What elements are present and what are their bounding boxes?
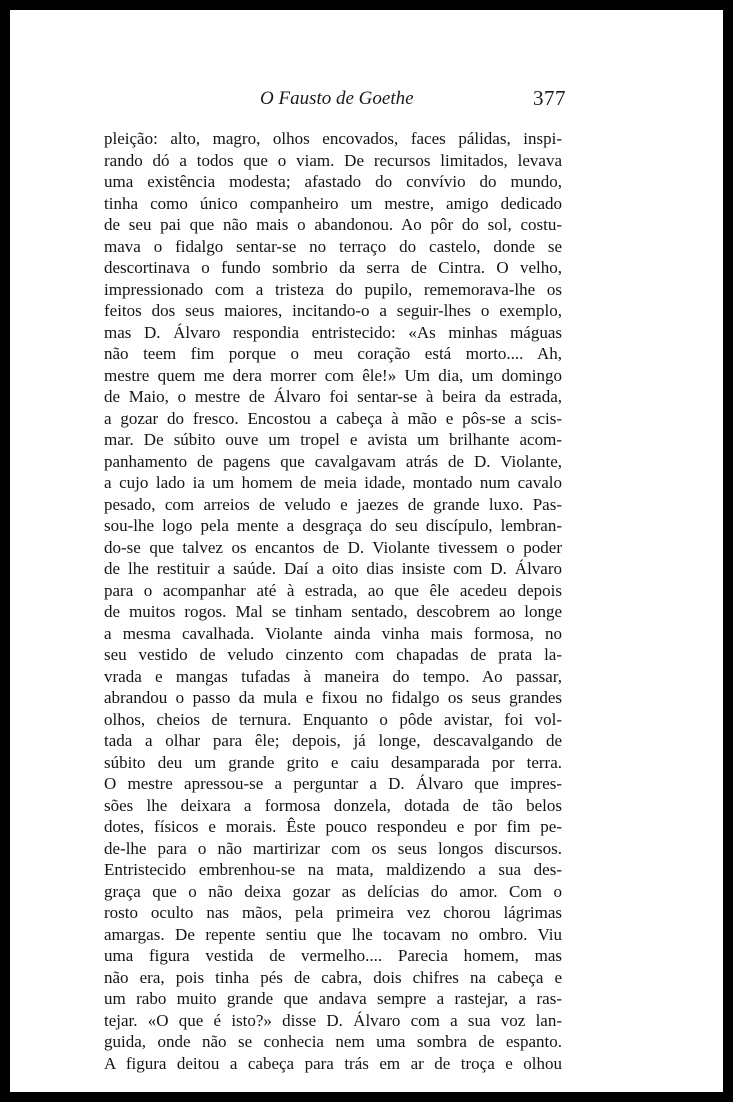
text-line: seu vestido de veludo cinzento com chapadas de prata la- [104,645,562,664]
page-header [10,84,723,114]
text-line: olhos, cheios de ternura. Enquanto o pôde avistar, foi vol- [104,709,562,729]
text-line: pleição: alto, magro, olhos encovados, faces pálidas, inspi- [104,129,562,148]
text-line: a gozar do fresco. Encostou a cabeça à mão e pôs-se a scis- [104,408,562,428]
text-line: uma existência modesta; afastado do convívio do mundo, [104,172,562,191]
text-line: graça que o não deixa gozar as delícias do amor. Com o [104,881,562,901]
text-line: de seu pai que não mais o abandonou. Ao pôr do sol, costu- [104,215,562,234]
text-line: rando dó a todos que o viam. De recursos limitados, levava [104,150,562,170]
text-line: tada a olhar para êle; depois, já longe, descavalgando de [104,731,562,750]
text-line: A figura deitou a cabeça para trás em ar de troça e olhou [104,1053,562,1073]
text-line: amargas. De repente sentiu que lhe tocavam no ombro. Viu [104,924,562,944]
text-line: dotes, físicos e morais. Êste pouco respondeu e por fim pe- [104,817,562,836]
text-line: abrandou o passo da mula e fixou no fidalgo os seus grandes [104,688,562,707]
text-line: mar. De súbito ouve um tropel e avista um brilhante acom- [104,430,562,449]
text-line: mestre quem me dera morrer com êle!» Um dia, um domingo [104,365,562,385]
text-line: uma figura vestida de vermelho.... Parecia homem, mas [104,946,562,965]
book-page [10,10,723,1092]
text-line: tinha como único companheiro um mestre, amigo dedicado [104,193,562,213]
text-line: impressionado com a tristeza do pupilo, rememorava-lhe os [104,279,562,299]
text-line: feitos dos seus maiores, incitando-o a seguir-lhes o exemplo, [104,301,562,320]
text-line: mas D. Álvaro respondia entristecido: «As minhas máguas [104,322,562,342]
text-line: sou-lhe logo pela mente a desgraça do seu discípulo, lembran- [104,516,562,535]
text-line: pesado, com arreios de veludo e jaezes de grande luxo. Pas- [104,494,562,514]
text-line: do-se que talvez os encantos de D. Violante tivessem o poder [104,537,562,557]
text-line: sões lhe deixara a formosa donzela, dotada de tão belos [104,795,562,815]
text-line: a cujo lado ia um homem de meia idade, montado num cavalo [104,473,562,492]
text-line: rosto oculto nas mãos, pela primeira vez chorou lágrimas [104,903,562,922]
text-line: para o acompanhar até à estrada, ao que êle acedeu depois [104,580,562,600]
text-line: de muitos rogos. Mal se tinham sentado, descobrem ao longe [104,602,562,621]
text-line: vrada e mangas tufadas à maneira do tempo. Ao passar, [104,666,562,686]
text-line: de lhe restituir a saúde. Daí a oito dias insiste com D. Álvaro [104,559,562,578]
text-line: súbito deu um grande grito e caiu desamparada por terra. [104,752,562,772]
text-line: de Maio, o mestre de Álvaro foi sentar-se à beira da estrada, [104,387,562,406]
text-line: tejar. «O que é isto?» disse D. Álvaro com a sua voz lan- [104,1010,562,1030]
text-line: descortinava o fundo sombrio da serra de Cintra. O velho, [104,258,562,277]
body-text [104,128,562,1074]
text-line: O mestre apressou-se a perguntar a D. Álvaro que impres- [104,774,562,793]
text-line: mava o fidalgo sentar-se no terraço do castelo, donde se [104,236,562,256]
page-number: 377 [533,86,566,110]
text-line: panhamento de pagens que cavalgavam atrás de D. Violante, [104,451,562,471]
text-line: guida, onde não se conhecia nem uma sombra de espanto. [104,1032,562,1051]
text-line: Entristecido embrenhou-se na mata, maldizendo a sua des- [104,860,562,879]
text-line: de-lhe para o não martirizar com os seus longos discursos. [104,838,562,858]
text-line: um rabo muito grande que andava sempre a rastejar, a ras- [104,989,562,1008]
text-line: a mesma cavalhada. Violante ainda vinha mais formosa, no [104,623,562,643]
text-line: não teem fim porque o meu coração está morto.... Ah, [104,344,562,363]
text-line: não era, pois tinha pés de cabra, dois chifres na cabeça e [104,967,562,987]
running-title: O Fausto de Goethe [260,88,414,109]
